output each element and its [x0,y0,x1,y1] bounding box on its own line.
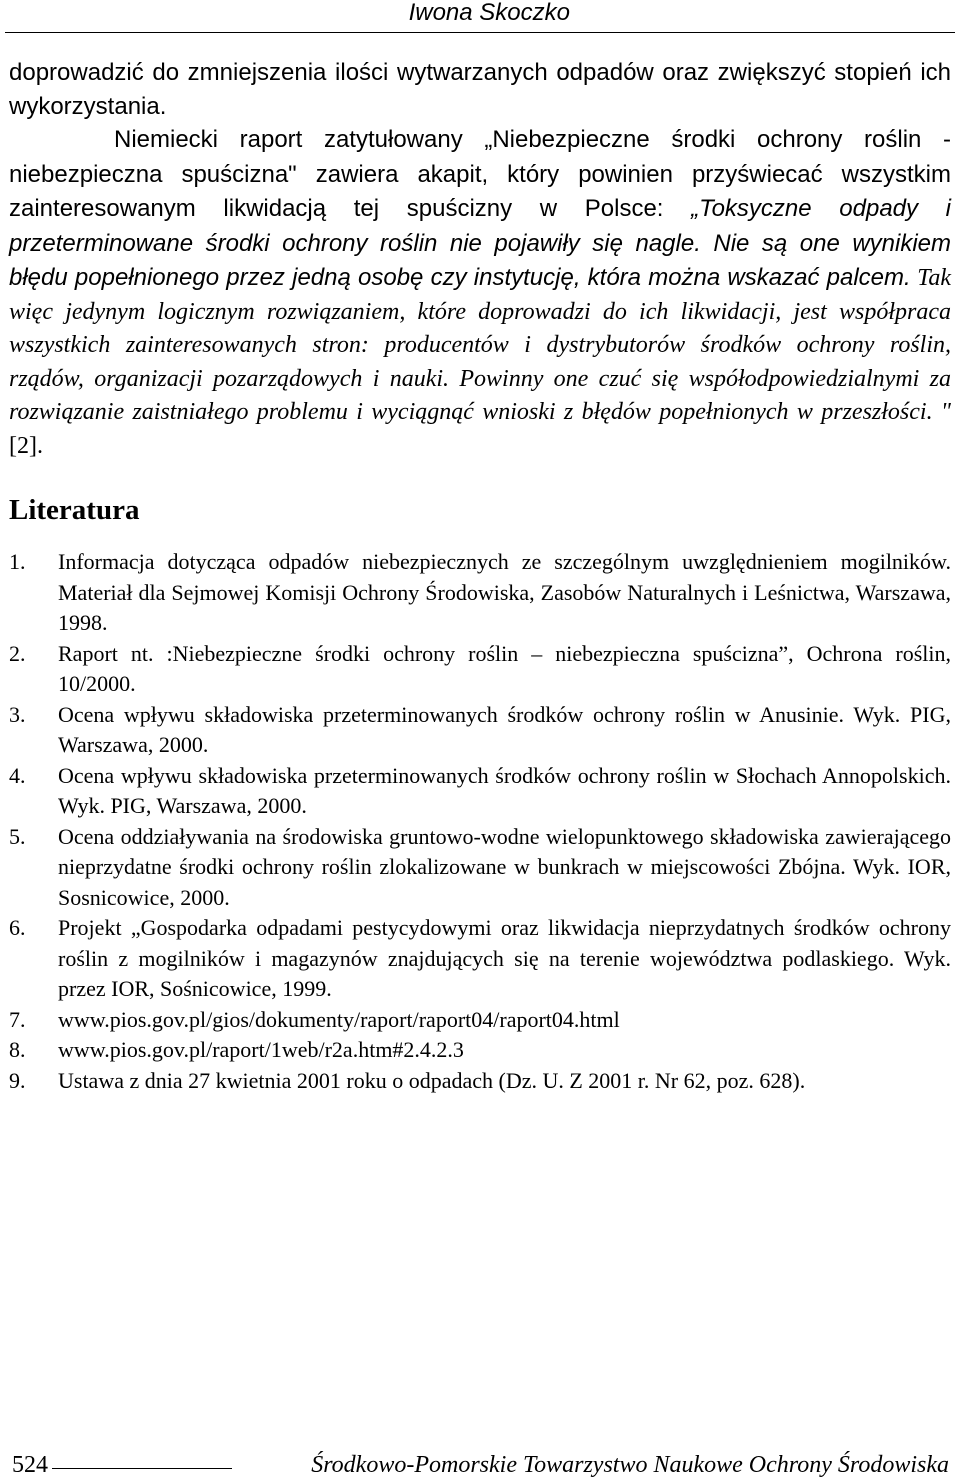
reference-text: Raport nt. :Niebezpieczne środki ochrony roślin – niebezpieczna spuścizna”, Ochrona roślin, 10/2000. [58,640,951,696]
header-rule [5,32,955,33]
quote-italic-sans: „Toksyczne odpady i przeterminowane środki ochrony roślin nie pojawiły się nagle. Nie są one wynikiem błędu popełnionego przez jedną osobę czy instytucję, która można wskazać palcem. [9,195,951,291]
reference-text: Ustawa z dnia 27 kwietnia 2001 roku o odpadach (Dz. U. Z 2001 r. Nr 62, poz. 628). [58,1067,806,1093]
reference-item [9,761,951,822]
reference-number: 9. [9,1067,26,1093]
reference-item [9,1005,951,1036]
quote-italic-serif: Tak więc jedynym logicznym rozwiązaniem, które doprowadzi do ich likwidacji, jest współpraca wszystkich zainteresowanych stron: producentów i dystrybutorów środków ochrony roślin, rządów, organizacji pozarządowych i nauki. Powinny one czuć się współodpowiedzialnymi za rozwiązanie zaistniałego problemu i wyciągnąć wnioski z błędów popełnionych w przeszłości. " [9,265,952,425]
reference-number: 4. [9,762,26,788]
page-footer [0,1450,960,1481]
reference-number: 7. [9,1006,26,1032]
page-body [9,56,951,1096]
reference-text: Ocena oddziaływania na środowiska gruntowo-wodne wielopunktowego składowiska zawierającego nieprzydatne środki ochrony roślin zlokalizowane w bunkrach w miejscowości Zbójna. Wyk. IOR, Sosnicowice, 2000. [58,823,951,910]
report-intro-text: Niemiecki raport zatytułowany „Niebezpieczne środki ochrony roślin - niebezpieczna spuścizna" zawiera akapit, który powinien przyświecać wszystkim zainteresowanym likwidacją tej spuścizny w Polsce: [9,126,951,222]
reference-number: 5. [9,823,26,849]
reference-item [9,639,951,700]
reference-number: 8. [9,1037,26,1062]
page-number: 524 [12,1452,48,1478]
reference-item [9,822,951,914]
reference-number: 1. [9,549,26,574]
paragraph-continuation: doprowadzić do zmniejszenia ilości wytwarzanych odpadów oraz zwiększyć stopień ich wykorzystania. [9,59,951,120]
reference-item [9,1066,951,1097]
citation-ref: [2]. [9,432,43,459]
reference-list [9,547,951,1096]
reference-item [9,547,951,639]
reference-number: 3. [9,701,26,727]
reference-item [9,913,951,1005]
reference-text: Ocena wpływu składowiska przeterminowanych środków ochrony roślin w Anusinie. Wyk. PIG, Warszawa, 2000. [58,701,951,757]
reference-text: Ocena wpływu składowiska przeterminowanych środków ochrony roślin w Słochach Annopolskich. Wyk. PIG, Warszawa, 2000. [58,762,951,818]
reference-text: Projekt „Gospodarka odpadami pestycydowymi oraz likwidacja nieprzydatnych środków ochrony roślin z mogilników i magazynów znajdujących się na terenie województwa podlaskiego. Wyk. przez IOR, Sośnicowice, 1999. [58,915,951,1001]
reference-url[interactable]: www.pios.gov.pl/gios/dokumenty/raport/raport04/raport04.html [58,1006,620,1032]
reference-item [9,700,951,761]
reference-url[interactable]: www.pios.gov.pl/raport/1web/r2a.htm#2.4.2.3 [58,1037,464,1062]
reference-number: 2. [9,640,26,666]
reference-text: Informacja dotycząca odpadów niebezpiecznych ze szczególnym uwzględnieniem mogilników. Materiał dla Sejmowej Komisji Ochrony Środowiska, Zasobów Naturalnych i Leśnictwa, Warszawa, 1998. [58,549,951,635]
page-header [0,0,960,34]
reference-number: 6. [9,915,26,940]
reference-item [9,1035,951,1066]
section-heading: Literatura [9,494,140,526]
running-head-author: Iwona Skoczko [408,0,570,26]
paragraph-report-quote [9,123,951,463]
journal-name: Środkowo-Pomorskie Towarzystwo Naukowe Ochrony Środowiska [311,1452,949,1478]
footer-rule [52,1468,232,1469]
